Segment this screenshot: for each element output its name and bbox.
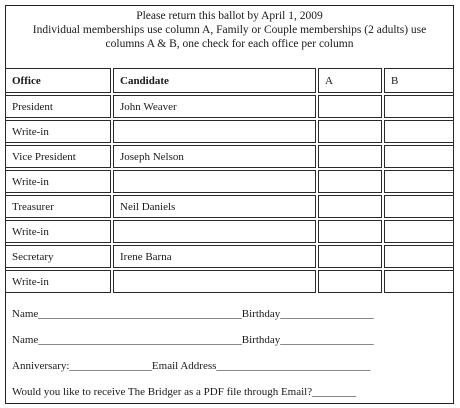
name-birthday-line-2[interactable]: Name_____________________________________Birthday_________________: [12, 334, 374, 346]
checkbox-b[interactable]: [384, 245, 454, 268]
candidate-cell: Neil Daniels: [113, 195, 316, 218]
return-deadline: Please return this ballot by April 1, 2009: [136, 10, 323, 22]
office-cell: Write-in: [5, 120, 111, 143]
pdf-newsletter-question[interactable]: Would you like to receive The Bridger as a PDF file through Email?________: [12, 386, 357, 398]
checkbox-b[interactable]: [384, 170, 454, 193]
checkbox-a[interactable]: [318, 195, 382, 218]
anniversary-email-line[interactable]: Anniversary:_______________Email Address____________________________: [12, 360, 371, 372]
checkbox-b[interactable]: [384, 120, 454, 143]
write-in-field[interactable]: [113, 170, 316, 193]
checkbox-b[interactable]: [384, 95, 454, 118]
candidate-cell: Irene Barna: [113, 245, 316, 268]
office-cell: Secretary: [5, 245, 111, 268]
checkbox-b[interactable]: [384, 220, 454, 243]
office-cell: Write-in: [5, 170, 111, 193]
checkbox-a[interactable]: [318, 270, 382, 293]
column-header-office: Office: [5, 68, 111, 93]
name-birthday-line-1[interactable]: Name_____________________________________Birthday_________________: [12, 308, 374, 320]
candidate-cell: Joseph Nelson: [113, 145, 316, 168]
ballot-instructions: [5, 9, 454, 51]
office-cell: President: [5, 95, 111, 118]
office-cell: Vice President: [5, 145, 111, 168]
membership-instructions-2: columns A & B, one check for each office per column: [105, 38, 354, 50]
write-in-field[interactable]: [113, 270, 316, 293]
write-in-field[interactable]: [113, 120, 316, 143]
checkbox-b[interactable]: [384, 145, 454, 168]
checkbox-b[interactable]: [384, 270, 454, 293]
write-in-field[interactable]: [113, 220, 316, 243]
candidate-cell: John Weaver: [113, 95, 316, 118]
column-header-candidate: Candidate: [113, 68, 316, 93]
checkbox-a[interactable]: [318, 145, 382, 168]
checkbox-a[interactable]: [318, 245, 382, 268]
checkbox-b[interactable]: [384, 195, 454, 218]
office-cell: Treasurer: [5, 195, 111, 218]
column-header-a: A: [318, 68, 382, 93]
checkbox-a[interactable]: [318, 170, 382, 193]
office-cell: Write-in: [5, 220, 111, 243]
checkbox-a[interactable]: [318, 120, 382, 143]
membership-instructions-1: Individual memberships use column A, Family or Couple memberships (2 adults) use: [32, 24, 427, 36]
checkbox-a[interactable]: [318, 95, 382, 118]
office-cell: Write-in: [5, 270, 111, 293]
checkbox-a[interactable]: [318, 220, 382, 243]
column-header-b: B: [384, 68, 454, 93]
